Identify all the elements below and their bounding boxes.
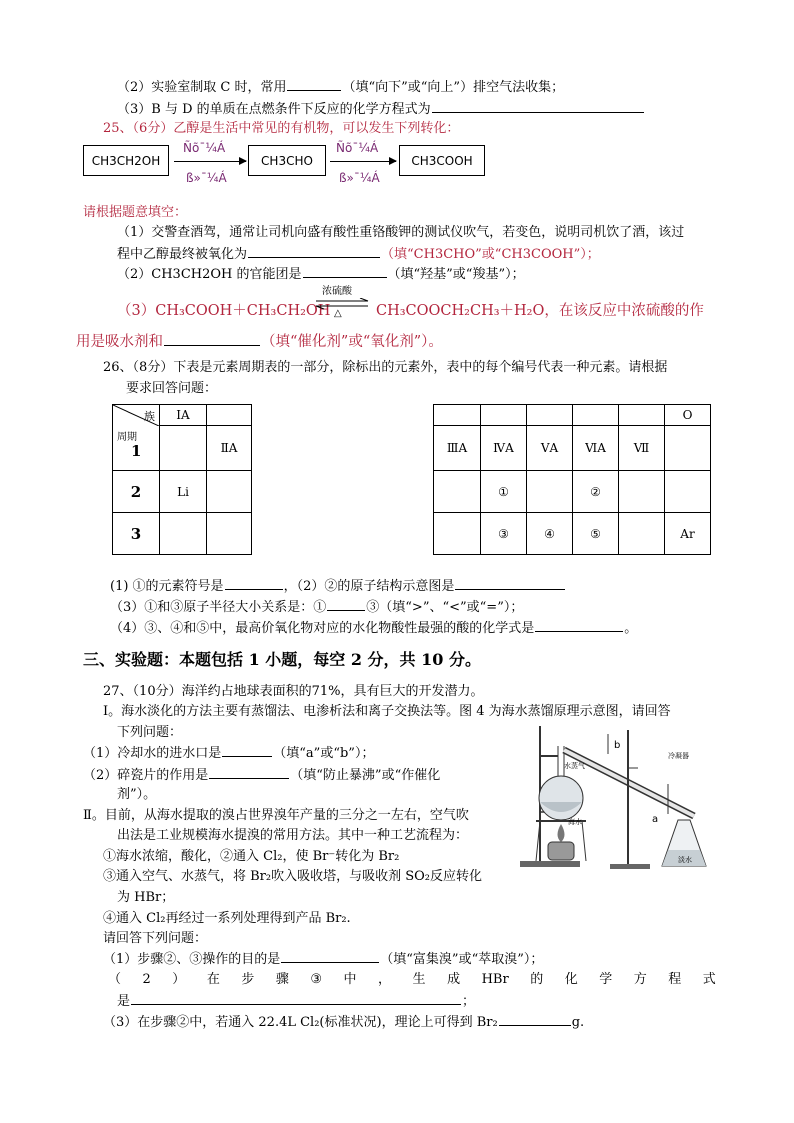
q27-r2-pre: 是 bbox=[117, 994, 131, 1009]
q27-r3-pre: （3）在步骤②中，若通入 22.4L Cl₂(标准状况)，理论上可得到 Br₂ bbox=[103, 1015, 498, 1030]
q27-r2-line1 bbox=[108, 971, 716, 988]
q25-p3-heat-symbol: △ bbox=[334, 308, 342, 319]
element-ar: Ar bbox=[665, 513, 711, 555]
element-marker-5: ⑤ bbox=[573, 513, 619, 555]
q26-a1 bbox=[110, 577, 566, 595]
answer-blank[interactable] bbox=[225, 577, 283, 590]
q27-r2-word: ） bbox=[172, 972, 186, 987]
fig-label-steam: 水蒸气 bbox=[564, 762, 585, 770]
period-1-label: 1 bbox=[131, 441, 142, 460]
q27-heading: 27、（10分）海洋约占地球表面积的71%，具有巨大的开发潜力。 bbox=[103, 684, 484, 699]
q27-r1 bbox=[103, 950, 543, 968]
group-4a: ⅣA bbox=[481, 426, 527, 471]
q26-a1-mid: ，（2）②的原子结构示意图是 bbox=[283, 579, 455, 594]
q27-r2-word: HBr bbox=[481, 972, 509, 987]
q27-r2-word: （ bbox=[108, 972, 122, 987]
element-marker-2: ② bbox=[573, 471, 619, 513]
q27-r2-word: 2 bbox=[142, 972, 151, 987]
fig-label-b: b bbox=[614, 740, 621, 751]
group-0: O bbox=[665, 405, 711, 426]
q25-heading bbox=[103, 120, 459, 137]
q27-part1-line1: Ⅰ。海水淡化的方法主要有蒸馏法、电渗析法和离子交换法等。图 4 为海水蒸馏原理示意图，请回答 bbox=[103, 704, 671, 719]
q27-part1-line2: 下列问题： bbox=[117, 725, 183, 740]
q25-p1-line1: （1）交警查酒驾，通常让司机向盛有酸性重铬酸钾的测试仪吹气，若变色，说明司机饮了酒，该过 bbox=[117, 225, 685, 240]
q27-c1 bbox=[83, 744, 374, 762]
period-3-label: 3 bbox=[113, 513, 160, 555]
corner-group-label: 族 bbox=[144, 410, 155, 423]
q25-number: 25、 bbox=[103, 121, 133, 136]
periodic-table-left bbox=[112, 404, 252, 555]
answer-blank[interactable] bbox=[499, 1013, 571, 1026]
q26-a3-post: ③（填“>”、“<”或“=”）； bbox=[366, 600, 524, 615]
group-7a: Ⅶ bbox=[619, 426, 665, 471]
q25-p3-reactants: CH₃COOH＋CH₃CH₂OH bbox=[155, 303, 331, 319]
q27-c2-pre: （2）碎瓷片的作用是 bbox=[83, 768, 209, 783]
element-li: Li bbox=[160, 471, 207, 513]
period-2-label: 2 bbox=[113, 471, 160, 513]
table-corner bbox=[113, 405, 160, 426]
q24-line2-post: （填“向下”或“向上”）排空气法收集； bbox=[342, 80, 565, 95]
answer-blank[interactable] bbox=[248, 245, 380, 258]
q27-r2-word: 方 bbox=[633, 972, 647, 987]
q24-line3-pre: （3）B 与 D 的单质在点燃条件下反应的化学方程式为 bbox=[117, 102, 431, 117]
q27-r2-word: 骤 bbox=[275, 972, 289, 987]
q27-r2-word: 中 bbox=[343, 972, 357, 987]
fig-label-seawater: 海水 bbox=[568, 818, 582, 826]
q27-r2-post: ； bbox=[462, 994, 476, 1009]
chain-arrow-2-top: Ñõ¯¼Á bbox=[336, 141, 379, 155]
q27-c2-post: （填“防止暴沸”或“作催化 bbox=[290, 768, 441, 783]
q25-p2-pre: （2）CH3CH2OH 的官能团是 bbox=[117, 267, 302, 282]
q24-line3 bbox=[117, 100, 645, 118]
q27-part2-line1: Ⅱ。目前，从海水提取的溴占世界溴年产量的三分之一左右，空气吹 bbox=[83, 808, 469, 823]
periodic-table-right bbox=[433, 404, 711, 555]
chain-arrow-2 bbox=[330, 161, 396, 162]
q25-p3-catalyst: 浓硫酸 bbox=[322, 286, 352, 297]
q25-p2 bbox=[117, 265, 525, 283]
q25-p1-pre: 程中乙醇最终被氧化为 bbox=[117, 247, 248, 262]
q26-a4 bbox=[110, 619, 637, 637]
answer-blank[interactable] bbox=[327, 598, 365, 611]
answer-blank[interactable] bbox=[222, 744, 272, 757]
q27-c2 bbox=[83, 766, 440, 784]
distillation-apparatus-figure bbox=[518, 726, 714, 878]
answer-blank[interactable] bbox=[287, 78, 341, 91]
element-marker-1: ① bbox=[481, 471, 527, 513]
q27-r2-word: 步 bbox=[241, 972, 255, 987]
q27-r2-word: 程 bbox=[668, 972, 682, 987]
q26-line1: 26、（8分）下表是元素周期表的一部分，除标出的元素外，表中的每个编号代表一种元素。请根据 bbox=[103, 360, 668, 375]
q27-r2-word: 化 bbox=[564, 972, 578, 987]
q25-p3-line2 bbox=[76, 330, 443, 352]
q26-a3-pre: （3）①和③原子半径大小关系是：① bbox=[110, 600, 327, 615]
q26-a4-post: 。 bbox=[624, 621, 638, 636]
fig-label-a: a bbox=[652, 814, 659, 825]
q25-p1-line2 bbox=[117, 245, 600, 263]
q25-p3-l2-pre: 用是吸水剂和 bbox=[76, 334, 163, 350]
q25-instruction: 请根据题意填空： bbox=[83, 205, 188, 220]
fig-label-freshwater: 淡水 bbox=[678, 856, 692, 864]
q27-r2-word: ， bbox=[378, 972, 392, 987]
q26-a3 bbox=[110, 598, 523, 616]
chain-arrow-1-top: Ñõ¯¼Á bbox=[183, 141, 226, 155]
answer-blank[interactable] bbox=[209, 766, 289, 779]
group-3a: ⅢA bbox=[434, 426, 481, 471]
group-2a: ⅡA bbox=[207, 426, 252, 471]
q25-p1-post: （填“CH3CHO”或“CH3COOH”）； bbox=[381, 247, 600, 262]
chain-arrow-1 bbox=[174, 161, 246, 162]
q25-text: （6分）乙醇是生活中常见的有机物，可以发生下列转化： bbox=[132, 121, 460, 136]
element-marker-4: ④ bbox=[527, 513, 573, 555]
reversible-arrow-icon bbox=[314, 298, 370, 310]
q27-r2-word: 的 bbox=[530, 972, 544, 987]
fig-label-condenser: 冷凝器 bbox=[668, 752, 689, 760]
chain-arrow-2-bottom: ß»¯¼Á bbox=[339, 171, 380, 185]
element-marker-3: ③ bbox=[481, 513, 527, 555]
q25-p3-pre: （3） bbox=[117, 303, 156, 319]
answer-blank[interactable] bbox=[432, 100, 644, 113]
group-6a: ⅥA bbox=[573, 426, 619, 471]
q26-line2: 要求回答问题： bbox=[126, 381, 218, 396]
section-3-title: 三、实验题：本题包括 1 小题，每空 2 分，共 10 分。 bbox=[83, 650, 481, 669]
q27-r3-post: g. bbox=[571, 1015, 585, 1030]
q27-c2-line2: 剂”）。 bbox=[117, 787, 157, 802]
q25-p3-line1 bbox=[117, 301, 330, 321]
q24-line2-pre: （2）实验室制取 C 时，常用 bbox=[117, 80, 287, 95]
answer-blank[interactable] bbox=[164, 330, 260, 346]
q27-r2-word: 学 bbox=[599, 972, 613, 987]
q27-ask: 请回答下列问题： bbox=[103, 931, 208, 946]
q25-p3-l2-post: （填“催化剂”或“氧化剂”）。 bbox=[261, 334, 443, 350]
q27-r2-word: 生 bbox=[412, 972, 426, 987]
q27-r1-post: （填“富集溴”或“萃取溴”）； bbox=[380, 952, 544, 967]
answer-blank[interactable] bbox=[455, 577, 565, 590]
q27-r2-word: 在 bbox=[206, 972, 220, 987]
q27-c1-post: （填“a”或“b”）； bbox=[273, 746, 375, 761]
answer-blank[interactable] bbox=[535, 619, 623, 632]
q26-a1-pre: (1) ①的元素符号是 bbox=[110, 579, 224, 594]
answer-blank[interactable] bbox=[303, 265, 387, 278]
q27-r2-word: ③ bbox=[310, 972, 323, 987]
q27-step4: ④通入 Cl₂再经过一系列处理得到产品 Br₂. bbox=[103, 911, 351, 926]
q27-r2-word: 式 bbox=[702, 972, 716, 987]
group-5a: ⅤA bbox=[527, 426, 573, 471]
q27-r1-pre: （1）步骤②、③操作的目的是 bbox=[103, 952, 281, 967]
group-1a: ⅠA bbox=[160, 405, 207, 426]
q27-step1: ①海水浓缩，酸化，②通入 Cl₂，使 Br⁻转化为 Br₂ bbox=[103, 849, 400, 864]
q27-step3: ③通入空气、水蒸气，将 Br₂吹入吸收塔，与吸收剂 SO₂反应转化 bbox=[103, 869, 483, 884]
q25-p3-products: CH₃COOCH₂CH₃＋H₂O，在该反应中浓硫酸的作 bbox=[376, 303, 704, 319]
chain-box-ethanol: CH3CH2OH bbox=[83, 145, 169, 176]
chain-box-acetic-acid: CH3COOH bbox=[399, 145, 485, 176]
q27-step3-line2: 为 HBr； bbox=[117, 890, 175, 905]
answer-blank[interactable] bbox=[131, 992, 461, 1005]
q26-a4-pre: （4）③、④和⑤中，最高价氧化物对应的水化物酸性最强的酸的化学式是 bbox=[110, 621, 535, 636]
q27-part2-line2: 出法是工业规模海水提溴的常用方法。其中一种工艺流程为： bbox=[117, 828, 469, 843]
period-1-cell bbox=[113, 426, 160, 471]
q27-r3 bbox=[103, 1013, 584, 1031]
q24-line2 bbox=[117, 78, 564, 96]
q27-r2-line2 bbox=[117, 992, 475, 1010]
q27-c1-pre: （1）冷却水的进水口是 bbox=[83, 746, 222, 761]
chain-arrow-1-bottom: ß»¯¼Á bbox=[186, 171, 227, 185]
q25-p2-post: （填“羟基”或“羧基”）； bbox=[387, 267, 525, 282]
corner-period-label: 周期 bbox=[117, 431, 137, 443]
chain-box-acetaldehyde: CH3CHO bbox=[248, 145, 326, 176]
q27-r2-word: 成 bbox=[447, 972, 461, 987]
answer-blank[interactable] bbox=[281, 950, 379, 963]
